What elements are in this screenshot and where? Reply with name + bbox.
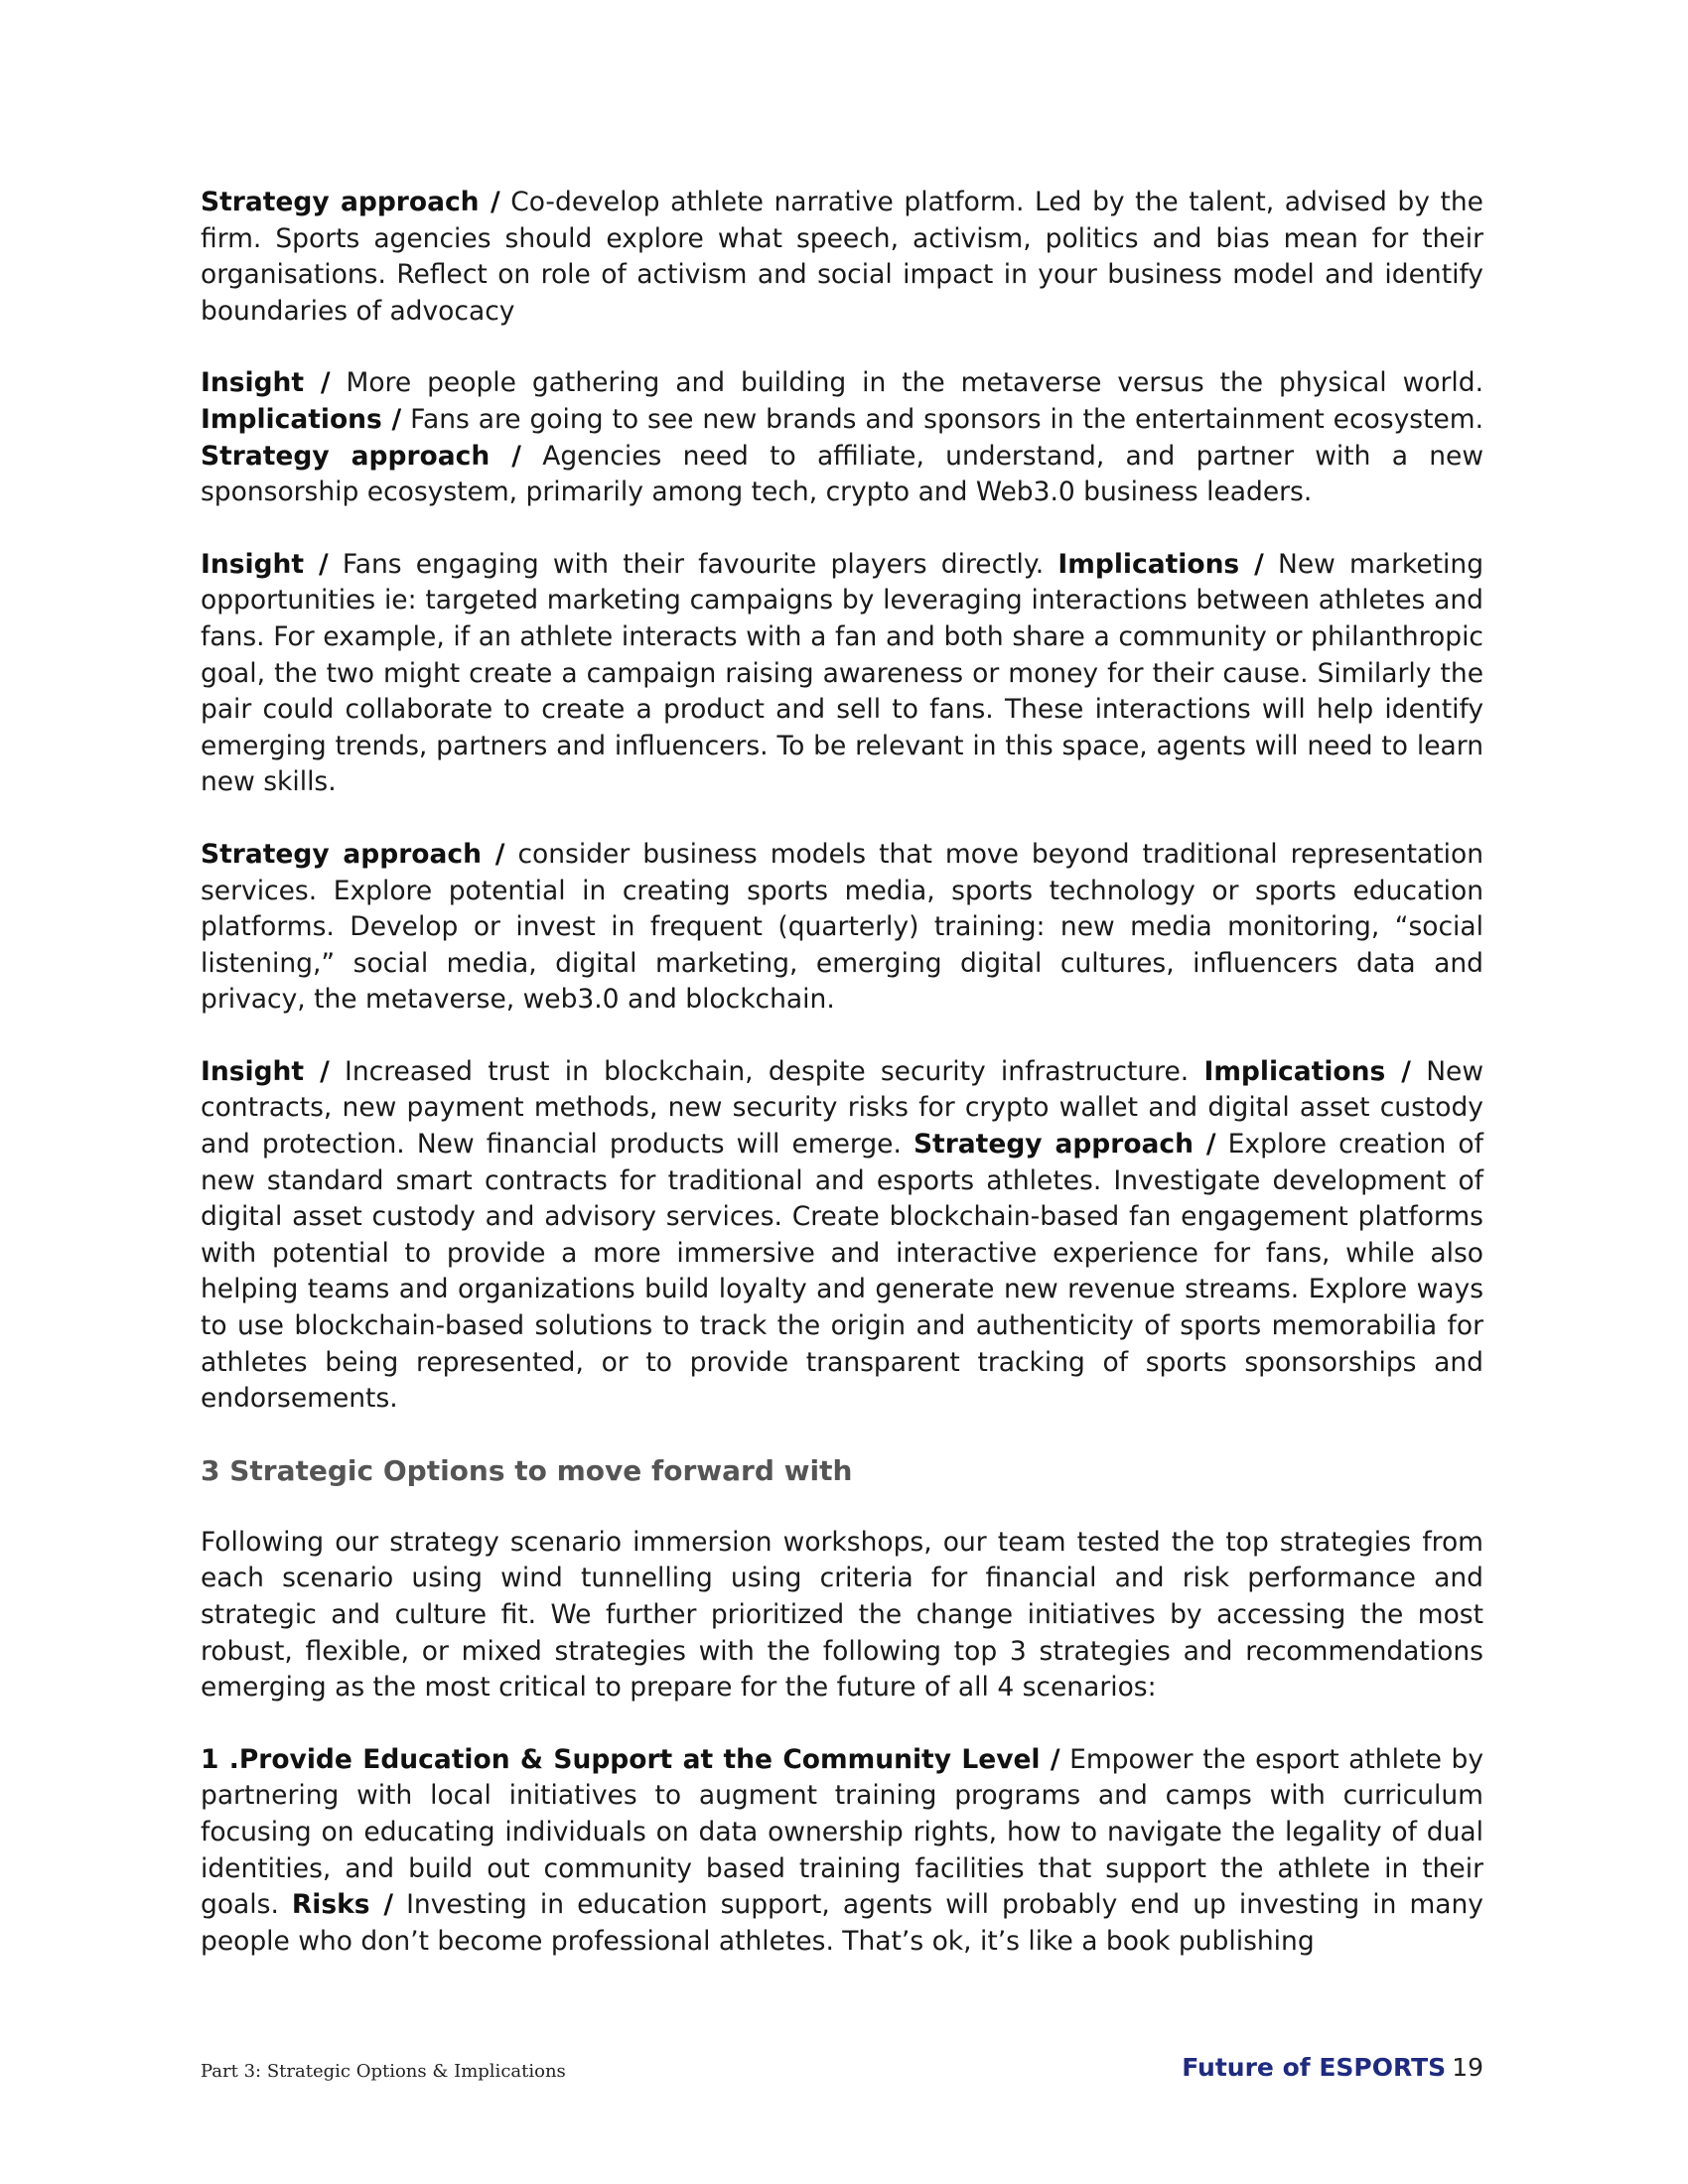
paragraph — [201, 1742, 1483, 1961]
paragraph — [201, 185, 1483, 330]
bold-label: Implications / — [1203, 1055, 1411, 1087]
bold-label: Risks / — [291, 1889, 394, 1921]
body-text: New contracts, new payment methods, new security risks for crypto wallet and digital asset custody and protection. New financial products will emerge. — [201, 1055, 1483, 1160]
body-text: Following our strategy scenario immersion workshops, our team tested the top strategies from each scenario using wind tunnelling using criteria for financial and risk performance and strategic and culture fit. We further prioritized the change initiatives by accessing the most robust, flexible, or mixed strategies with the following top 3 strategies and recommendations emerging as the most critical to prepare for the future of all 4 scenarios: — [201, 1526, 1483, 1704]
section-heading: 3 Strategic Options to move forward with — [201, 1453, 853, 1487]
paragraph-group-options — [201, 1525, 1483, 1961]
footer-brand — [1182, 2053, 1483, 2082]
body-text: More people gathering and building in the metaverse versus the physical world. — [330, 367, 1483, 399]
footer-brand-title: Future of ESPORTS — [1182, 2053, 1447, 2082]
bold-label: Insight / — [201, 1055, 330, 1087]
bold-label: 1 .Provide Education & Support at the Community Level / — [201, 1743, 1060, 1775]
bold-label: Strategy approach / — [201, 440, 521, 472]
body-text: Empower the esport athlete by partnering with local initiatives to augment training programs and camps with curriculum focusing on educating individuals on data ownership rights, how to navigate the legality of dual identities, and build out community based training facilities that support the athlete in their goals. — [201, 1743, 1484, 1921]
bold-label: Insight / — [201, 367, 331, 399]
body-text: Co-develop athlete narrative platform. Led by the talent, advised by the firm. Sports agencies should explore what speech, activism, politics and bias mean for their organisations. Reflect on role of activism and social impact in your business model and identify boundaries of advocacy — [201, 187, 1483, 327]
body-text: Fans engaging with their favourite players directly. — [328, 548, 1058, 580]
paragraph — [201, 1054, 1483, 1418]
body-text: Explore creation of new standard smart contracts for traditional and esports athletes. Investigate development of digital asset custody and advisory services. Create blockchain-based fan engagement platforms with potential to provide a more immersive and interactive experience for fans, while also helping teams and organizations build loyalty and generate new revenue streams. Explore ways to use blockchain-based solutions to track the origin and authenticity of sports memorabilia for athletes being represented, or to provide transparent tracking of sports sponsorships and endorsements. — [201, 1129, 1483, 1415]
bold-label: Insight / — [201, 548, 329, 580]
paragraph — [201, 547, 1483, 801]
page-number: 19 — [1452, 2053, 1483, 2082]
footer-section-label: Part 3: Strategic Options & Implications — [201, 2061, 566, 2082]
page-content — [201, 185, 1483, 1995]
paragraph — [201, 837, 1483, 1019]
body-text: Agencies need to affiliate, understand, and partner with a new sponsorship ecosystem, primarily among tech, crypto and Web3.0 business leaders. — [201, 440, 1483, 508]
bold-label: Strategy approach / — [913, 1129, 1216, 1160]
paragraph — [201, 1525, 1483, 1706]
bold-label: Implications / — [1057, 548, 1264, 580]
bold-label: Strategy approach / — [201, 838, 505, 870]
paragraph — [201, 365, 1483, 510]
bold-label: Implications / — [201, 403, 402, 435]
body-text: Fans are going to see new brands and sponsors in the entertainment ecosystem. — [401, 403, 1483, 435]
body-text: consider business models that move beyond traditional representation services. Explore potential in creating sports media, sports technology or sports education platforms. Develop or invest in frequent (quarterly) training: new media monitoring, “social listening,” social media, digital marketing, emerging digital cultures, influencers data and privacy, the metaverse, web3.0 and blockchain. — [201, 838, 1483, 1016]
body-text: New marketing opportunities ie: targeted marketing campaigns by leveraging interactions between athletes and fans. For example, if an athlete interacts with a fan and both share a community or philanthropic goal, the two might create a campaign raising awareness or money for their cause. Similarly the pair could collaborate to create a product and sell to fans. These interactions will help identify emerging trends, partners and influencers. To be relevant in this space, agents will need to learn new skills. — [201, 548, 1484, 798]
body-text: Investing in education support, agents will probably end up investing in many people who don’t become professional athletes. That’s ok, it’s like a book publishing — [201, 1889, 1483, 1957]
body-text: Increased trust in blockchain, despite security infrastructure. — [329, 1055, 1204, 1087]
paragraph-group-insights — [201, 185, 1483, 1418]
bold-label: Strategy approach / — [201, 187, 500, 217]
